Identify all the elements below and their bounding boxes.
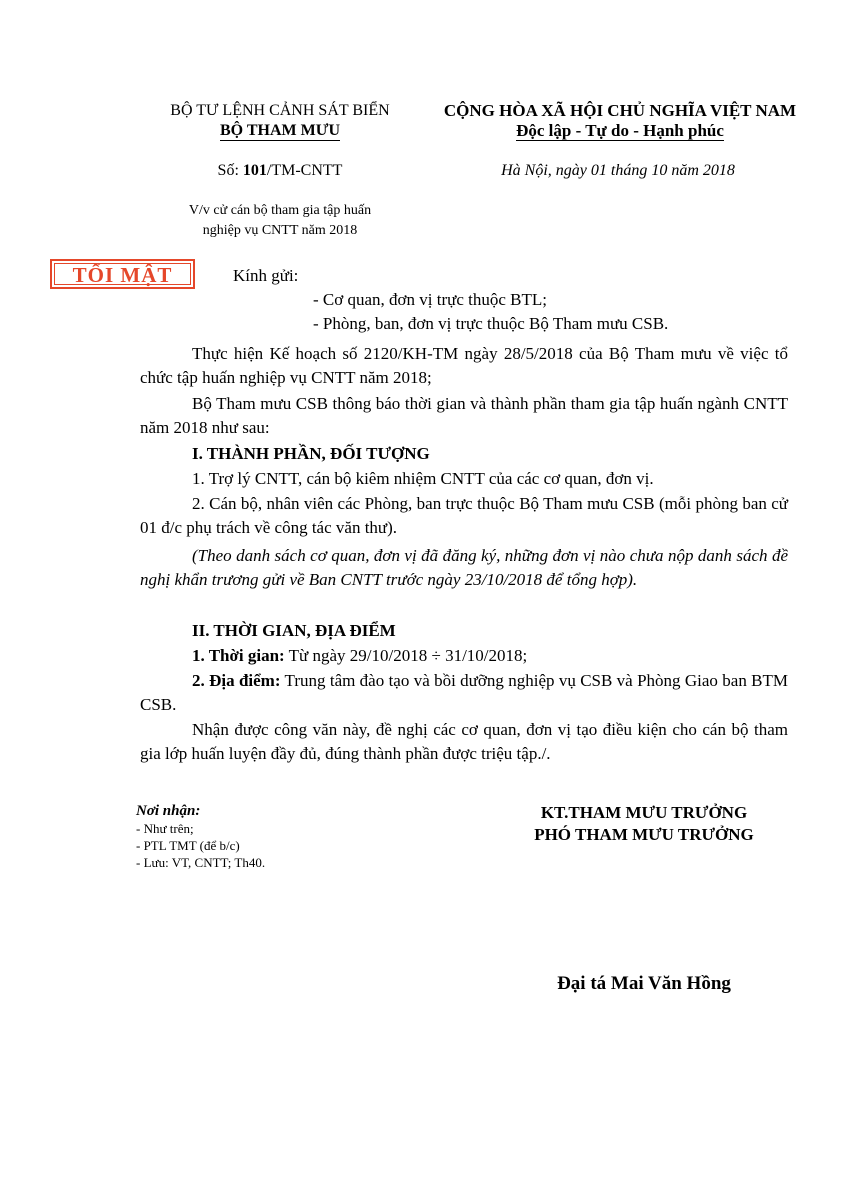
section-1-title: I. THÀNH PHẦN, ĐỐI TƯỢNG: [192, 444, 430, 463]
item-1: 1. Trợ lý CNTT, cán bộ kiêm nhiệm CNTT của các cơ quan, đơn vị.: [192, 469, 654, 488]
place-value: Trung tâm đào tạo và bồi dưỡng nghiệp vụ CSB và Phòng Giao ban BTM CSB.: [140, 671, 789, 714]
subject-line-1: V/v cử cán bộ tham gia tập huấn: [188, 203, 372, 218]
paragraph-1: Thực hiện Kế hoạch số 2120/KH-TM ngày 28/5/2018 của Bộ Tham mưu về việc tổ chức tập huấn nghiệp vụ CNTT năm 2018;: [140, 344, 788, 387]
org-name-text: BỘ THAM MƯU: [220, 122, 340, 139]
motto-text: Độc lập - Tự do - Hạnh phúc: [516, 121, 724, 140]
signature-block: [494, 802, 794, 846]
document-subject: [140, 201, 420, 241]
signature-title-2: PHÓ THAM MƯU TRƯỞNG: [534, 825, 754, 844]
document-date: Hà Nội, ngày 01 tháng 10 năm 2018: [501, 162, 735, 179]
confidential-stamp: [50, 259, 195, 289]
paragraph-2: Bộ Tham mưu CSB thông báo thời gian và thành phần tham gia tập huấn ngành CNTT năm 2018 như sau:: [140, 394, 788, 437]
recipient-item: - Như trên;: [136, 821, 194, 836]
closing-paragraph: Nhận được công văn này, đề nghị các cơ quan, đơn vị tạo điều kiện cho cán bộ tham gia lớp huấn luyện đầy đủ, đúng thành phần được triệu tập./.: [140, 720, 788, 763]
place-line: [140, 669, 788, 717]
recipient-item: - PTL TMT (để b/c): [136, 838, 240, 853]
recipient-line-2: - Phòng, ban, đơn vị trực thuộc Bộ Tham mưu CSB.: [313, 314, 669, 333]
time-value: Từ ngày 29/10/2018 ÷ 31/10/2018;: [284, 646, 528, 665]
greeting-label: Kính gửi:: [233, 266, 299, 285]
motto: [420, 121, 820, 141]
place-label: 2. Địa điểm:: [192, 671, 281, 690]
stamp-text: TỐI MẬT: [54, 263, 191, 285]
recipient-item: - Lưu: VT, CNTT; Th40.: [136, 855, 266, 870]
section-2-title: II. THỜI GIAN, ĐỊA ĐIỂM: [192, 621, 396, 640]
recipients-title: Nơi nhận:: [136, 803, 201, 819]
item-2: 2. Cán bộ, nhân viên các Phòng, ban trực thuộc Bộ Tham mưu CSB (mỗi phòng ban cử 01 đ/c phụ trách về công tác văn thư).: [140, 494, 788, 537]
org-name: [140, 121, 420, 141]
number-prefix: Số:: [217, 162, 243, 179]
note-paragraph: (Theo danh sách cơ quan, đơn vị đã đăng ký, những đơn vị nào chưa nộp danh sách đề nghị khẩn trương gửi về Ban CNTT trước ngày 23/10/2018 để tổng hợp).: [140, 546, 788, 589]
recipient-line-1: - Cơ quan, đơn vị trực thuộc BTL;: [313, 290, 547, 309]
signer-name: Đại tá Mai Văn Hồng: [557, 973, 731, 994]
recipients-block: [136, 802, 436, 871]
time-line: [140, 644, 788, 668]
org-parent: BỘ TƯ LỆNH CẢNH SÁT BIỂN: [170, 102, 390, 119]
header-right: [420, 101, 820, 141]
number-suffix: /TM-CNTT: [266, 162, 343, 179]
time-label: 1. Thời gian:: [192, 646, 285, 665]
number-value: 101: [242, 162, 267, 179]
signature-title-1: KT.THAM MƯU TRƯỞNG: [540, 803, 748, 822]
subject-line-2: nghiệp vụ CNTT năm 2018: [202, 223, 358, 238]
document-number: [140, 161, 420, 181]
country-name: CỘNG HÒA XÃ HỘI CHỦ NGHĨA VIỆT NAM: [443, 101, 797, 120]
header-left: [140, 101, 420, 141]
